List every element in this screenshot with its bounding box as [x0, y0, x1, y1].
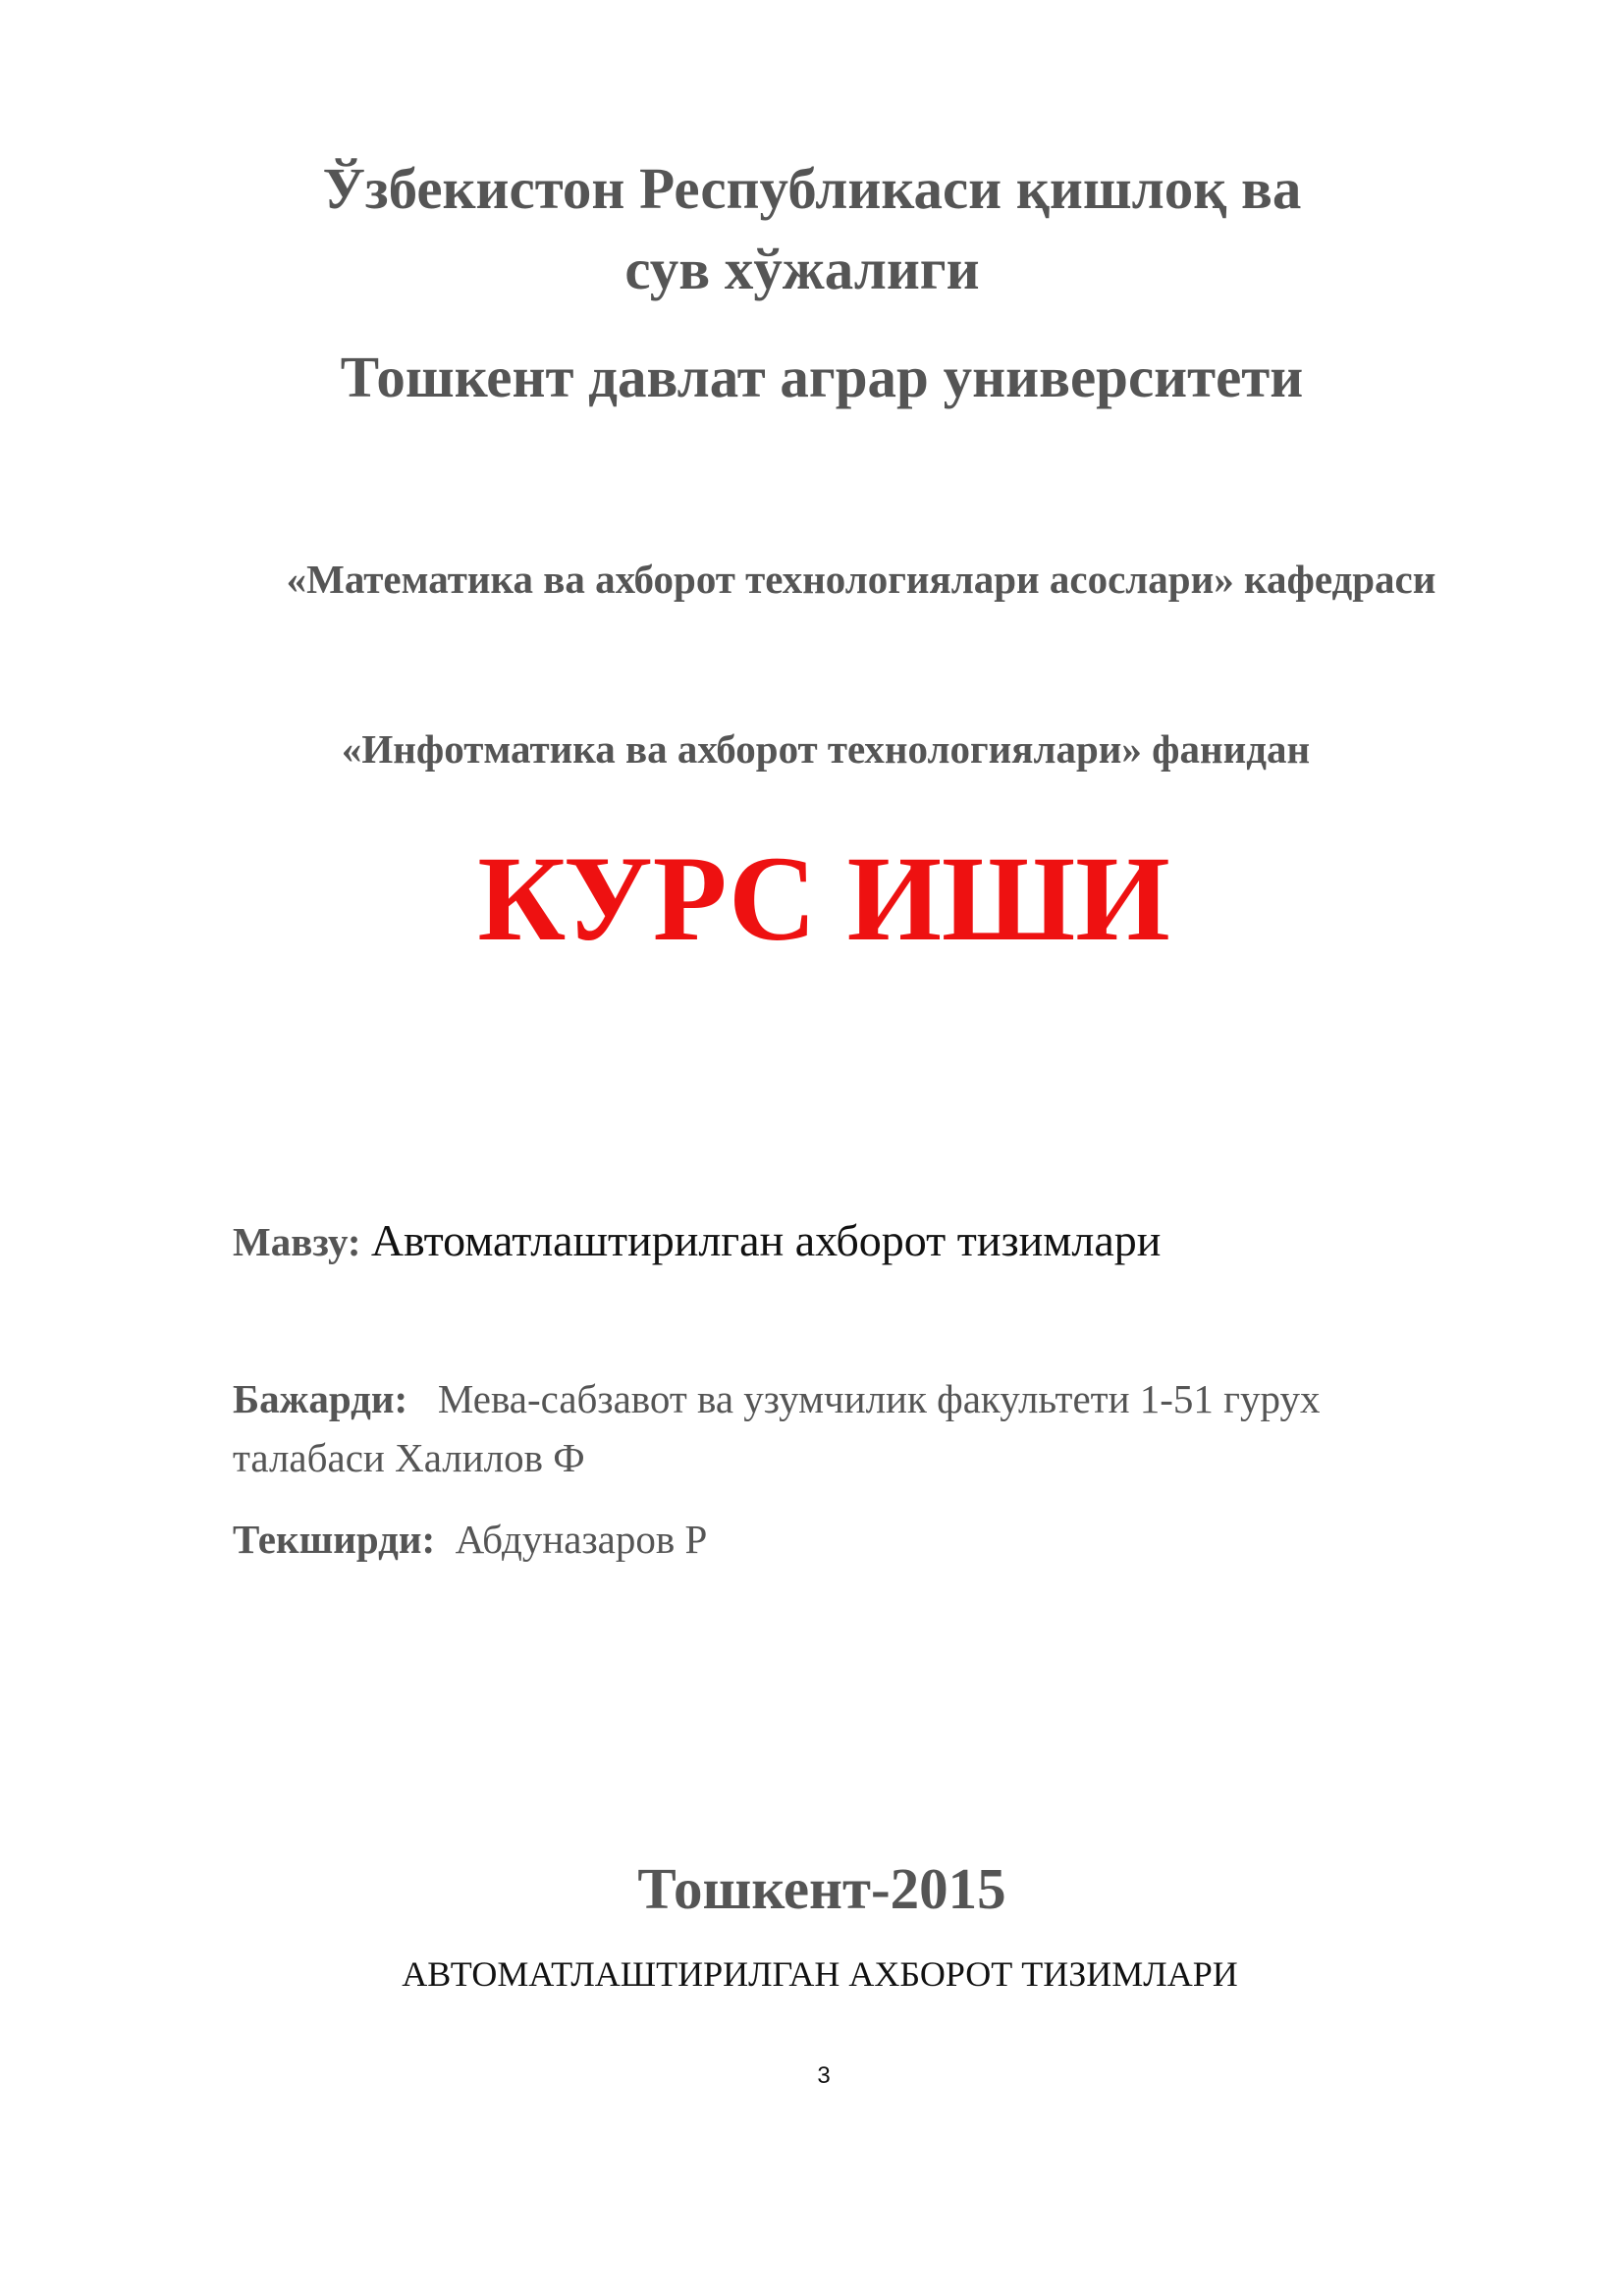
topic-value: Автоматлаштирилган ахборот тизимлари: [370, 1215, 1162, 1265]
performed-by-value-line-2: талабаси Халилов Ф: [233, 1435, 585, 1480]
ministry-line-1: Ўзбекистон Республикаси қишлоқ ва: [322, 156, 1302, 221]
subject-name: «Инфотматика ва ахборот технологиялари» фанидан: [341, 726, 1311, 772]
topic-block: [233, 1213, 1470, 1269]
topic-label: Мавзу:: [233, 1219, 361, 1264]
page-number: 3: [817, 2062, 831, 2089]
checked-by-value: Абдуназаров Р: [455, 1517, 708, 1562]
department-name: «Математика ва ахборот технологиялари асослари» кафедраси: [286, 557, 1436, 602]
performed-by-label: Бажарди:: [233, 1376, 408, 1421]
footer-title: АВТОМАТЛАШТИРИЛГАН АХБОРОТ ТИЗИМЛАРИ: [402, 1954, 1238, 1994]
university-name: Тошкент давлат аграр университети: [340, 345, 1304, 409]
document-type-title: КУРС ИШИ: [477, 831, 1170, 966]
ministry-line-2: сув хўжалиги: [624, 237, 980, 301]
performed-by-block: [233, 1369, 1470, 1487]
performed-by-value-line-1: Мева-сабзавот ва узумчилик факультети 1-51 гурух: [437, 1376, 1321, 1421]
city-year: Тошкент-2015: [637, 1856, 1006, 1921]
checked-by-block: [233, 1512, 1470, 1567]
checked-by-label: Текширди:: [233, 1517, 436, 1562]
